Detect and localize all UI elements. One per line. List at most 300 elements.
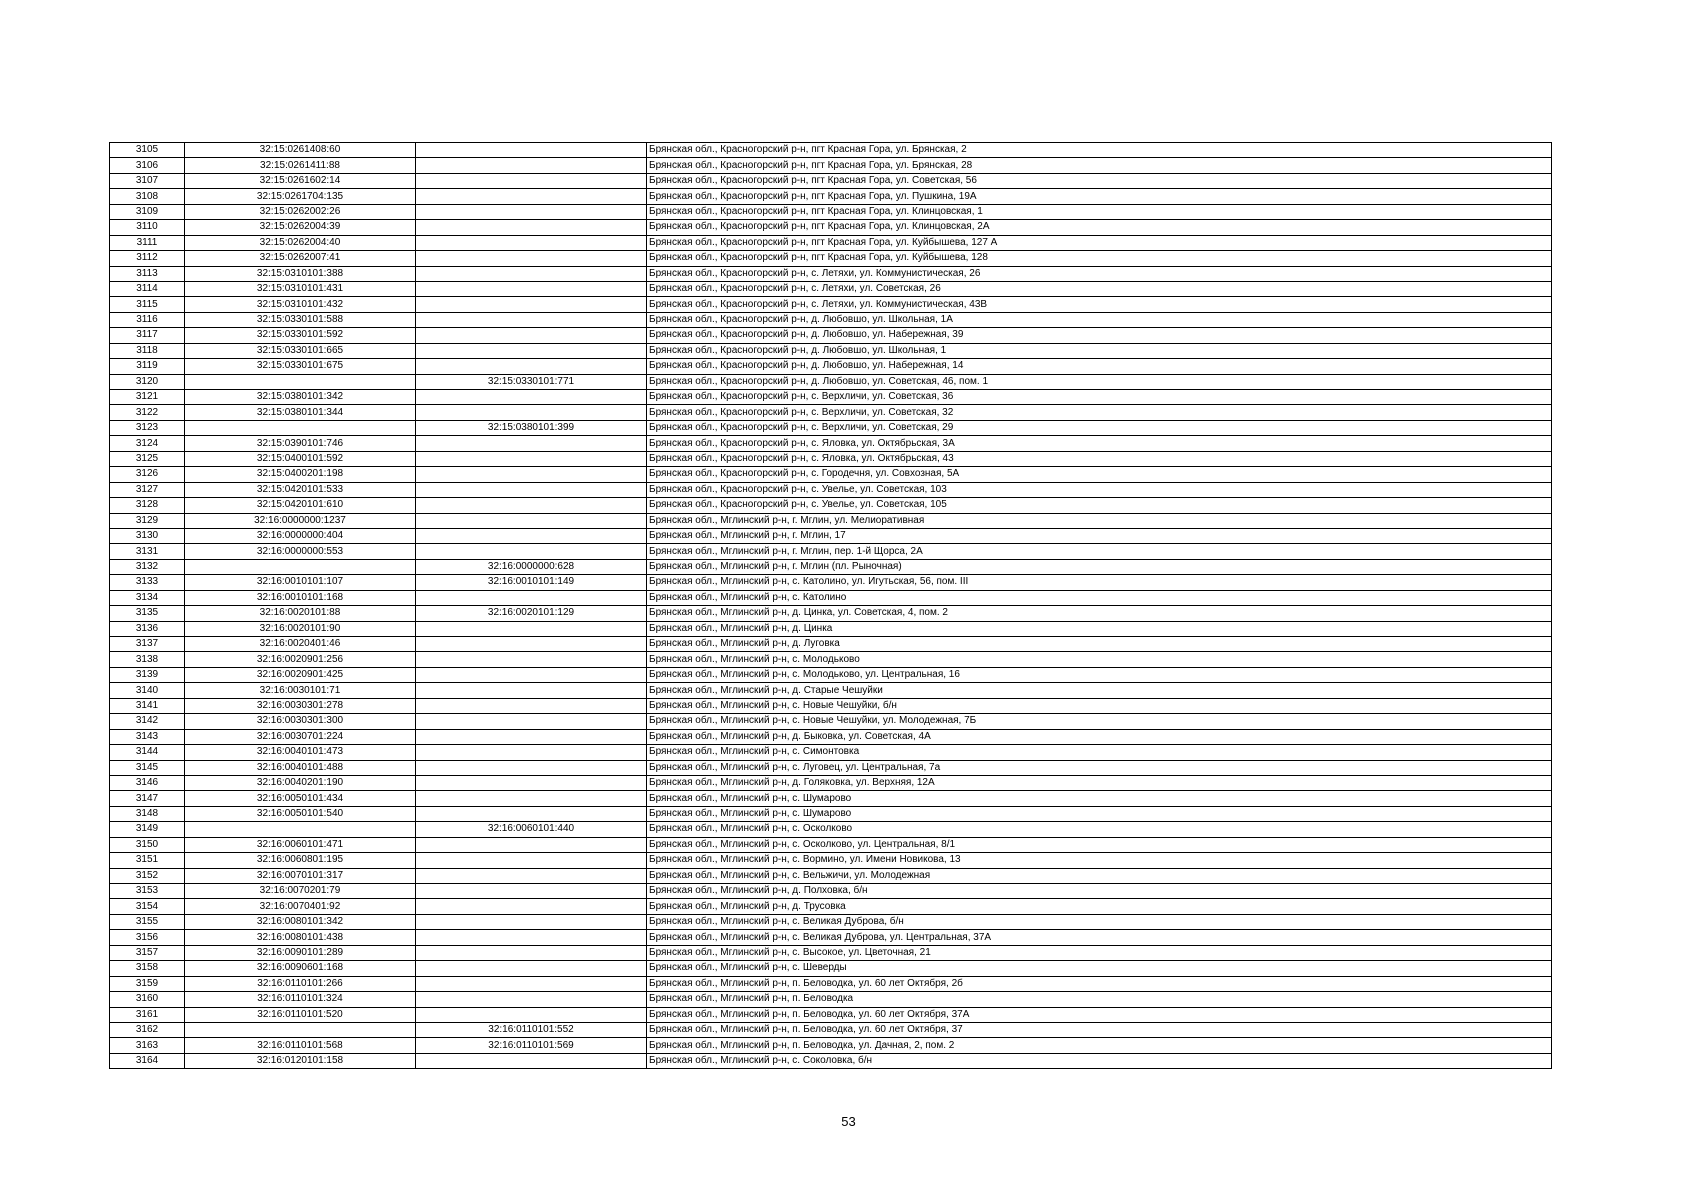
address-cell: Брянская обл., Красногорский р-н, с. Летяхи, ул. Коммунистическая, 43В <box>647 297 1552 312</box>
building-cadastral-number-cell <box>416 513 647 528</box>
address-cell: Брянская обл., Мглинский р-н, с. Великая Дуброва, ул. Центральная, 37А <box>647 930 1552 945</box>
row-number-cell: 3111 <box>110 235 185 250</box>
table-row <box>110 914 1552 929</box>
building-cadastral-number-cell: 32:15:0330101:771 <box>416 374 647 389</box>
address-cell: Брянская обл., Мглинский р-н, п. Беловодка, ул. 60 лет Октября, 37 <box>647 1022 1552 1037</box>
building-cadastral-number-cell <box>416 652 647 667</box>
row-number-cell: 3159 <box>110 976 185 991</box>
table-row <box>110 1053 1552 1068</box>
table-row <box>110 714 1552 729</box>
row-number-cell: 3143 <box>110 729 185 744</box>
building-cadastral-number-cell <box>416 467 647 482</box>
land-cadastral-number-cell: 32:15:0420101:610 <box>185 498 416 513</box>
table-row <box>110 945 1552 960</box>
building-cadastral-number-cell <box>416 544 647 559</box>
land-cadastral-number-cell: 32:15:0380101:344 <box>185 405 416 420</box>
land-cadastral-number-cell: 32:16:0080101:438 <box>185 930 416 945</box>
address-cell: Брянская обл., Красногорский р-н, пгт Красная Гора, ул. Куйбышева, 127 А <box>647 235 1552 250</box>
row-number-cell: 3154 <box>110 899 185 914</box>
row-number-cell: 3126 <box>110 467 185 482</box>
building-cadastral-number-cell: 32:16:0010101:149 <box>416 575 647 590</box>
building-cadastral-number-cell <box>416 698 647 713</box>
address-cell: Брянская обл., Мглинский р-н, с. Католино, ул. Игутьская, 56, пом. III <box>647 575 1552 590</box>
row-number-cell: 3110 <box>110 220 185 235</box>
table-row <box>110 822 1552 837</box>
land-cadastral-number-cell: 32:16:0110101:568 <box>185 1038 416 1053</box>
row-number-cell: 3113 <box>110 266 185 281</box>
address-cell: Брянская обл., Мглинский р-н, с. Новые Чешуйки, ул. Молодежная, 7Б <box>647 714 1552 729</box>
row-number-cell: 3133 <box>110 575 185 590</box>
table-row <box>110 436 1552 451</box>
address-cell: Брянская обл., Красногорский р-н, пгт Красная Гора, ул. Брянская, 28 <box>647 158 1552 173</box>
table-row <box>110 374 1552 389</box>
address-cell: Брянская обл., Мглинский р-н, с. Луговец, ул. Центральная, 7а <box>647 760 1552 775</box>
row-number-cell: 3146 <box>110 775 185 790</box>
building-cadastral-number-cell <box>416 930 647 945</box>
address-cell: Брянская обл., Красногорский р-н, пгт Красная Гора, ул. Клинцовская, 1 <box>647 204 1552 219</box>
land-cadastral-number-cell: 32:15:0261704:135 <box>185 189 416 204</box>
land-cadastral-number-cell: 32:16:0020101:90 <box>185 621 416 636</box>
land-cadastral-number-cell: 32:16:0020401:46 <box>185 637 416 652</box>
table-row <box>110 281 1552 296</box>
address-cell: Брянская обл., Красногорский р-н, с. Увелье, ул. Советская, 103 <box>647 482 1552 497</box>
table-row <box>110 420 1552 435</box>
table-row <box>110 884 1552 899</box>
land-cadastral-number-cell: 32:15:0330101:665 <box>185 343 416 358</box>
address-cell: Брянская обл., Мглинский р-н, с. Осколково, ул. Центральная, 8/1 <box>647 837 1552 852</box>
row-number-cell: 3142 <box>110 714 185 729</box>
address-cell: Брянская обл., Мглинский р-н, с. Шумарово <box>647 806 1552 821</box>
row-number-cell: 3156 <box>110 930 185 945</box>
building-cadastral-number-cell <box>416 251 647 266</box>
row-number-cell: 3145 <box>110 760 185 775</box>
address-cell: Брянская обл., Красногорский р-н, пгт Красная Гора, ул. Пушкина, 19А <box>647 189 1552 204</box>
building-cadastral-number-cell <box>416 683 647 698</box>
table-row <box>110 683 1552 698</box>
table-row <box>110 621 1552 636</box>
land-cadastral-number-cell: 32:16:0050101:540 <box>185 806 416 821</box>
land-cadastral-number-cell: 32:16:0040101:473 <box>185 745 416 760</box>
table-row <box>110 698 1552 713</box>
table-row <box>110 528 1552 543</box>
address-cell: Брянская обл., Мглинский р-н, д. Луговка <box>647 637 1552 652</box>
table-row <box>110 158 1552 173</box>
address-cell: Брянская обл., Мглинский р-н, с. Соколовка, б/н <box>647 1053 1552 1068</box>
table-row <box>110 806 1552 821</box>
address-cell: Брянская обл., Мглинский р-н, п. Беловодка <box>647 992 1552 1007</box>
row-number-cell: 3148 <box>110 806 185 821</box>
building-cadastral-number-cell <box>416 961 647 976</box>
land-cadastral-number-cell <box>185 374 416 389</box>
land-cadastral-number-cell: 32:15:0310101:432 <box>185 297 416 312</box>
row-number-cell: 3120 <box>110 374 185 389</box>
building-cadastral-number-cell <box>416 621 647 636</box>
property-registry-table <box>109 142 1552 1069</box>
land-cadastral-number-cell: 32:15:0330101:592 <box>185 328 416 343</box>
table-row <box>110 173 1552 188</box>
row-number-cell: 3130 <box>110 528 185 543</box>
land-cadastral-number-cell: 32:15:0261602:14 <box>185 173 416 188</box>
table-row <box>110 359 1552 374</box>
table-row <box>110 775 1552 790</box>
address-cell: Брянская обл., Мглинский р-н, д. Цинка <box>647 621 1552 636</box>
address-cell: Брянская обл., Мглинский р-н, с. Симонтовка <box>647 745 1552 760</box>
building-cadastral-number-cell: 32:16:0060101:440 <box>416 822 647 837</box>
land-cadastral-number-cell <box>185 822 416 837</box>
land-cadastral-number-cell: 32:15:0400201:198 <box>185 467 416 482</box>
land-cadastral-number-cell: 32:16:0000000:1237 <box>185 513 416 528</box>
building-cadastral-number-cell: 32:16:0000000:628 <box>416 559 647 574</box>
table-row <box>110 544 1552 559</box>
address-cell: Брянская обл., Красногорский р-н, пгт Красная Гора, ул. Брянская, 2 <box>647 143 1552 158</box>
building-cadastral-number-cell <box>416 976 647 991</box>
row-number-cell: 3141 <box>110 698 185 713</box>
row-number-cell: 3164 <box>110 1053 185 1068</box>
address-cell: Брянская обл., Мглинский р-н, с. Новые Чешуйки, б/н <box>647 698 1552 713</box>
building-cadastral-number-cell <box>416 1053 647 1068</box>
table-row <box>110 498 1552 513</box>
land-cadastral-number-cell: 32:16:0030701:224 <box>185 729 416 744</box>
building-cadastral-number-cell <box>416 204 647 219</box>
row-number-cell: 3118 <box>110 343 185 358</box>
row-number-cell: 3115 <box>110 297 185 312</box>
table-row <box>110 297 1552 312</box>
table-row <box>110 467 1552 482</box>
building-cadastral-number-cell <box>416 359 647 374</box>
building-cadastral-number-cell <box>416 745 647 760</box>
building-cadastral-number-cell <box>416 528 647 543</box>
building-cadastral-number-cell <box>416 884 647 899</box>
address-cell: Брянская обл., Красногорский р-н, д. Любовшо, ул. Школьная, 1 <box>647 343 1552 358</box>
building-cadastral-number-cell <box>416 714 647 729</box>
address-cell: Брянская обл., Красногорский р-н, с. Верхличи, ул. Советская, 36 <box>647 390 1552 405</box>
land-cadastral-number-cell: 32:16:0110101:520 <box>185 1007 416 1022</box>
table-row <box>110 343 1552 358</box>
building-cadastral-number-cell <box>416 667 647 682</box>
table-row <box>110 1022 1552 1037</box>
address-cell: Брянская обл., Красногорский р-н, д. Любовшо, ул. Набережная, 39 <box>647 328 1552 343</box>
building-cadastral-number-cell <box>416 235 647 250</box>
table-row <box>110 853 1552 868</box>
table-row <box>110 667 1552 682</box>
row-number-cell: 3139 <box>110 667 185 682</box>
table-row <box>110 251 1552 266</box>
land-cadastral-number-cell: 32:15:0262002:26 <box>185 204 416 219</box>
building-cadastral-number-cell <box>416 992 647 1007</box>
table-row <box>110 652 1552 667</box>
table-row <box>110 590 1552 605</box>
table-row <box>110 791 1552 806</box>
row-number-cell: 3161 <box>110 1007 185 1022</box>
row-number-cell: 3123 <box>110 420 185 435</box>
table-row <box>110 482 1552 497</box>
land-cadastral-number-cell: 32:15:0330101:675 <box>185 359 416 374</box>
row-number-cell: 3122 <box>110 405 185 420</box>
building-cadastral-number-cell <box>416 945 647 960</box>
address-cell: Брянская обл., Мглинский р-н, д. Голяковка, ул. Верхняя, 12А <box>647 775 1552 790</box>
building-cadastral-number-cell <box>416 853 647 868</box>
table-row <box>110 451 1552 466</box>
row-number-cell: 3129 <box>110 513 185 528</box>
land-cadastral-number-cell: 32:16:0050101:434 <box>185 791 416 806</box>
row-number-cell: 3158 <box>110 961 185 976</box>
row-number-cell: 3150 <box>110 837 185 852</box>
land-cadastral-number-cell: 32:16:0090101:289 <box>185 945 416 960</box>
land-cadastral-number-cell: 32:15:0261408:60 <box>185 143 416 158</box>
land-cadastral-number-cell: 32:16:0030101:71 <box>185 683 416 698</box>
building-cadastral-number-cell: 32:16:0020101:129 <box>416 606 647 621</box>
address-cell: Брянская обл., Мглинский р-н, п. Беловодка, ул. 60 лет Октября, 2б <box>647 976 1552 991</box>
land-cadastral-number-cell: 32:15:0262007:41 <box>185 251 416 266</box>
row-number-cell: 3162 <box>110 1022 185 1037</box>
row-number-cell: 3152 <box>110 868 185 883</box>
table-row <box>110 189 1552 204</box>
building-cadastral-number-cell <box>416 189 647 204</box>
row-number-cell: 3124 <box>110 436 185 451</box>
address-cell: Брянская обл., Мглинский р-н, п. Беловодка, ул. 60 лет Октября, 37А <box>647 1007 1552 1022</box>
row-number-cell: 3160 <box>110 992 185 1007</box>
table-row <box>110 513 1552 528</box>
row-number-cell: 3157 <box>110 945 185 960</box>
land-cadastral-number-cell: 32:16:0020901:425 <box>185 667 416 682</box>
address-cell: Брянская обл., Красногорский р-н, с. Верхличи, ул. Советская, 29 <box>647 420 1552 435</box>
building-cadastral-number-cell <box>416 791 647 806</box>
building-cadastral-number-cell <box>416 868 647 883</box>
land-cadastral-number-cell: 32:16:0120101:158 <box>185 1053 416 1068</box>
address-cell: Брянская обл., Мглинский р-н, с. Великая Дуброва, б/н <box>647 914 1552 929</box>
building-cadastral-number-cell <box>416 266 647 281</box>
table-row <box>110 760 1552 775</box>
land-cadastral-number-cell: 32:15:0262004:40 <box>185 235 416 250</box>
building-cadastral-number-cell <box>416 297 647 312</box>
land-cadastral-number-cell <box>185 1022 416 1037</box>
land-cadastral-number-cell: 32:15:0310101:431 <box>185 281 416 296</box>
table-row <box>110 328 1552 343</box>
building-cadastral-number-cell <box>416 436 647 451</box>
row-number-cell: 3119 <box>110 359 185 374</box>
address-cell: Брянская обл., Красногорский р-н, с. Яловка, ул. Октябрьская, 43 <box>647 451 1552 466</box>
land-cadastral-number-cell: 32:16:0060801:195 <box>185 853 416 868</box>
row-number-cell: 3131 <box>110 544 185 559</box>
table-row <box>110 1038 1552 1053</box>
table-row <box>110 266 1552 281</box>
table-row <box>110 143 1552 158</box>
row-number-cell: 3134 <box>110 590 185 605</box>
building-cadastral-number-cell <box>416 498 647 513</box>
address-cell: Брянская обл., Красногорский р-н, пгт Красная Гора, ул. Советская, 56 <box>647 173 1552 188</box>
building-cadastral-number-cell <box>416 173 647 188</box>
land-cadastral-number-cell: 32:16:0060101:471 <box>185 837 416 852</box>
table-row <box>110 930 1552 945</box>
table-row <box>110 637 1552 652</box>
address-cell: Брянская обл., Мглинский р-н, с. Католино <box>647 590 1552 605</box>
land-cadastral-number-cell: 32:15:0390101:746 <box>185 436 416 451</box>
building-cadastral-number-cell <box>416 590 647 605</box>
row-number-cell: 3138 <box>110 652 185 667</box>
table-row <box>110 868 1552 883</box>
row-number-cell: 3108 <box>110 189 185 204</box>
row-number-cell: 3144 <box>110 745 185 760</box>
address-cell: Брянская обл., Красногорский р-н, с. Летяхи, ул. Советская, 26 <box>647 281 1552 296</box>
land-cadastral-number-cell: 32:15:0261411:88 <box>185 158 416 173</box>
building-cadastral-number-cell <box>416 143 647 158</box>
row-number-cell: 3117 <box>110 328 185 343</box>
land-cadastral-number-cell: 32:16:0030301:278 <box>185 698 416 713</box>
row-number-cell: 3155 <box>110 914 185 929</box>
building-cadastral-number-cell <box>416 914 647 929</box>
table-row <box>110 606 1552 621</box>
table-row <box>110 961 1552 976</box>
row-number-cell: 3121 <box>110 390 185 405</box>
row-number-cell: 3153 <box>110 884 185 899</box>
row-number-cell: 3128 <box>110 498 185 513</box>
address-cell: Брянская обл., Красногорский р-н, с. Летяхи, ул. Коммунистическая, 26 <box>647 266 1552 281</box>
land-cadastral-number-cell <box>185 559 416 574</box>
page-number: 53 <box>841 1114 856 1129</box>
address-cell: Брянская обл., Красногорский р-н, с. Городечня, ул. Совхозная, 5А <box>647 467 1552 482</box>
address-cell: Брянская обл., Мглинский р-н, г. Мглин, пер. 1-й Щорса, 2А <box>647 544 1552 559</box>
address-cell: Брянская обл., Мглинский р-н, с. Вормино, ул. Имени Новикова, 13 <box>647 853 1552 868</box>
land-cadastral-number-cell: 32:16:0000000:404 <box>185 528 416 543</box>
address-cell: Брянская обл., Мглинский р-н, с. Шеверды <box>647 961 1552 976</box>
building-cadastral-number-cell <box>416 482 647 497</box>
land-cadastral-number-cell: 32:15:0310101:388 <box>185 266 416 281</box>
row-number-cell: 3105 <box>110 143 185 158</box>
address-cell: Брянская обл., Мглинский р-н, д. Быковка, ул. Советская, 4А <box>647 729 1552 744</box>
building-cadastral-number-cell <box>416 760 647 775</box>
building-cadastral-number-cell <box>416 899 647 914</box>
row-number-cell: 3135 <box>110 606 185 621</box>
address-cell: Брянская обл., Мглинский р-н, с. Шумарово <box>647 791 1552 806</box>
address-cell: Брянская обл., Мглинский р-н, с. Осколково <box>647 822 1552 837</box>
land-cadastral-number-cell: 32:16:0070101:317 <box>185 868 416 883</box>
address-cell: Брянская обл., Мглинский р-н, с. Молодьково <box>647 652 1552 667</box>
row-number-cell: 3151 <box>110 853 185 868</box>
building-cadastral-number-cell: 32:16:0110101:552 <box>416 1022 647 1037</box>
building-cadastral-number-cell <box>416 837 647 852</box>
address-cell: Брянская обл., Мглинский р-н, с. Высокое, ул. Цветочная, 21 <box>647 945 1552 960</box>
land-cadastral-number-cell: 32:16:0090601:168 <box>185 961 416 976</box>
address-cell: Брянская обл., Мглинский р-н, г. Мглин, ул. Мелиоративная <box>647 513 1552 528</box>
land-cadastral-number-cell: 32:16:0010101:168 <box>185 590 416 605</box>
building-cadastral-number-cell <box>416 158 647 173</box>
table-row <box>110 575 1552 590</box>
row-number-cell: 3127 <box>110 482 185 497</box>
table-row <box>110 405 1552 420</box>
address-cell: Брянская обл., Мглинский р-н, д. Цинка, ул. Советская, 4, пом. 2 <box>647 606 1552 621</box>
table-row <box>110 745 1552 760</box>
address-cell: Брянская обл., Мглинский р-н, д. Полховка, б/н <box>647 884 1552 899</box>
land-cadastral-number-cell: 32:15:0330101:588 <box>185 312 416 327</box>
building-cadastral-number-cell <box>416 775 647 790</box>
table-row <box>110 390 1552 405</box>
building-cadastral-number-cell: 32:15:0380101:399 <box>416 420 647 435</box>
row-number-cell: 3112 <box>110 251 185 266</box>
address-cell: Брянская обл., Красногорский р-н, пгт Красная Гора, ул. Клинцовская, 2А <box>647 220 1552 235</box>
building-cadastral-number-cell <box>416 343 647 358</box>
row-number-cell: 3163 <box>110 1038 185 1053</box>
building-cadastral-number-cell <box>416 390 647 405</box>
land-cadastral-number-cell: 32:16:0030301:300 <box>185 714 416 729</box>
land-cadastral-number-cell <box>185 420 416 435</box>
row-number-cell: 3107 <box>110 173 185 188</box>
row-number-cell: 3125 <box>110 451 185 466</box>
building-cadastral-number-cell: 32:16:0110101:569 <box>416 1038 647 1053</box>
land-cadastral-number-cell: 32:16:0110101:266 <box>185 976 416 991</box>
building-cadastral-number-cell <box>416 281 647 296</box>
table-row <box>110 220 1552 235</box>
table-row <box>110 1007 1552 1022</box>
row-number-cell: 3116 <box>110 312 185 327</box>
land-cadastral-number-cell: 32:16:0080101:342 <box>185 914 416 929</box>
land-cadastral-number-cell: 32:15:0400101:592 <box>185 451 416 466</box>
land-cadastral-number-cell: 32:16:0010101:107 <box>185 575 416 590</box>
land-cadastral-number-cell: 32:16:0000000:553 <box>185 544 416 559</box>
land-cadastral-number-cell: 32:15:0262004:39 <box>185 220 416 235</box>
land-cadastral-number-cell: 32:16:0020101:88 <box>185 606 416 621</box>
row-number-cell: 3149 <box>110 822 185 837</box>
table-row <box>110 976 1552 991</box>
building-cadastral-number-cell <box>416 1007 647 1022</box>
address-cell: Брянская обл., Мглинский р-н, п. Беловодка, ул. Дачная, 2, пом. 2 <box>647 1038 1552 1053</box>
building-cadastral-number-cell <box>416 220 647 235</box>
address-cell: Брянская обл., Красногорский р-н, д. Любовшо, ул. Набережная, 14 <box>647 359 1552 374</box>
land-cadastral-number-cell: 32:16:0070201:79 <box>185 884 416 899</box>
building-cadastral-number-cell <box>416 806 647 821</box>
table-row <box>110 837 1552 852</box>
row-number-cell: 3106 <box>110 158 185 173</box>
land-cadastral-number-cell: 32:16:0070401:92 <box>185 899 416 914</box>
land-cadastral-number-cell: 32:15:0420101:533 <box>185 482 416 497</box>
row-number-cell: 3114 <box>110 281 185 296</box>
table-row <box>110 235 1552 250</box>
row-number-cell: 3136 <box>110 621 185 636</box>
land-cadastral-number-cell: 32:16:0020901:256 <box>185 652 416 667</box>
land-cadastral-number-cell: 32:16:0040201:190 <box>185 775 416 790</box>
table-row <box>110 992 1552 1007</box>
row-number-cell: 3147 <box>110 791 185 806</box>
building-cadastral-number-cell <box>416 405 647 420</box>
row-number-cell: 3137 <box>110 637 185 652</box>
table-row <box>110 559 1552 574</box>
address-cell: Брянская обл., Мглинский р-н, с. Вельжичи, ул. Молодежная <box>647 868 1552 883</box>
land-cadastral-number-cell: 32:16:0040101:488 <box>185 760 416 775</box>
building-cadastral-number-cell <box>416 328 647 343</box>
address-cell: Брянская обл., Красногорский р-н, д. Любовшо, ул. Школьная, 1А <box>647 312 1552 327</box>
address-cell: Брянская обл., Красногорский р-н, с. Увелье, ул. Советская, 105 <box>647 498 1552 513</box>
table-row <box>110 204 1552 219</box>
address-cell: Брянская обл., Красногорский р-н, пгт Красная Гора, ул. Куйбышева, 128 <box>647 251 1552 266</box>
land-cadastral-number-cell: 32:16:0110101:324 <box>185 992 416 1007</box>
building-cadastral-number-cell <box>416 451 647 466</box>
address-cell: Брянская обл., Мглинский р-н, г. Мглин (пл. Рыночная) <box>647 559 1552 574</box>
table-row <box>110 729 1552 744</box>
row-number-cell: 3140 <box>110 683 185 698</box>
building-cadastral-number-cell <box>416 312 647 327</box>
row-number-cell: 3132 <box>110 559 185 574</box>
address-cell: Брянская обл., Мглинский р-н, д. Трусовка <box>647 899 1552 914</box>
land-cadastral-number-cell: 32:15:0380101:342 <box>185 390 416 405</box>
building-cadastral-number-cell <box>416 729 647 744</box>
address-cell: Брянская обл., Красногорский р-н, с. Верхличи, ул. Советская, 32 <box>647 405 1552 420</box>
registry-table-body <box>110 143 1552 1069</box>
address-cell: Брянская обл., Красногорский р-н, с. Яловка, ул. Октябрьская, 3А <box>647 436 1552 451</box>
table-row <box>110 312 1552 327</box>
address-cell: Брянская обл., Мглинский р-н, г. Мглин, 17 <box>647 528 1552 543</box>
address-cell: Брянская обл., Красногорский р-н, д. Любовшо, ул. Советская, 46, пом. 1 <box>647 374 1552 389</box>
row-number-cell: 3109 <box>110 204 185 219</box>
address-cell: Брянская обл., Мглинский р-н, д. Старые Чешуйки <box>647 683 1552 698</box>
